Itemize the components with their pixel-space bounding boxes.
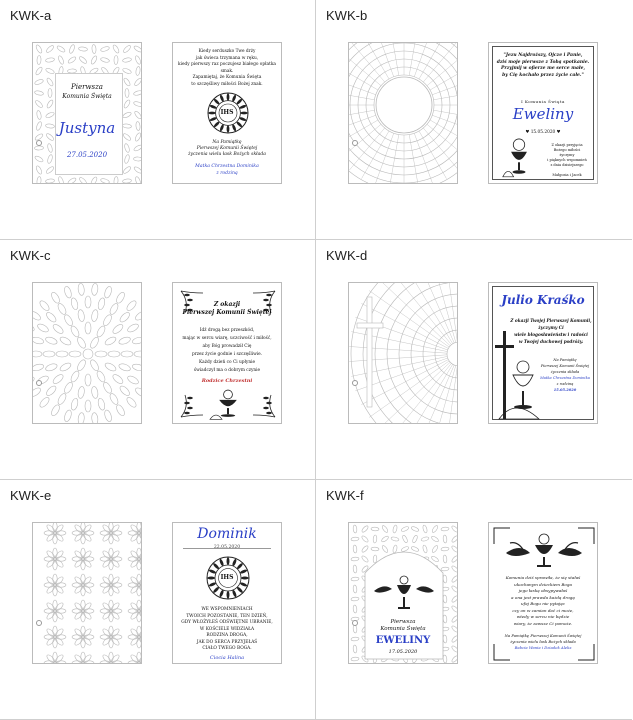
- cell-kwk-e: [0, 480, 316, 720]
- footer-line: życzenia składa: [550, 370, 580, 374]
- footer-line: Pierwszej Komunii Świętej: [540, 364, 590, 368]
- poem-line: GDY WŁOŻYŁEŚ ODŚWIĘTNE UBRANIE,: [181, 620, 273, 625]
- title-line: Pierwszej Komunii Świętej: [182, 309, 272, 316]
- quote-line: Przyjmij w ofierze me serce małe,: [500, 66, 586, 71]
- cell-label: KWK-b: [326, 8, 368, 23]
- poem-line: ufaj Bogu nie pytając: [521, 601, 565, 606]
- poem-line: wiele błogosławieństw i radości: [514, 332, 588, 337]
- cell-kwk-d: [316, 240, 632, 480]
- poem-line: Kiedy serduszko Twe drży: [198, 49, 256, 54]
- poem-line: Każdy dzień co Ci upłynie: [198, 360, 256, 365]
- quote-line: by Cię kochało przez życie całe.": [502, 72, 584, 78]
- cross-chalice-icon: [493, 331, 543, 423]
- chalice-icon: [208, 387, 248, 421]
- date: 15.05.2020: [553, 388, 577, 392]
- poem-line: życzymy Ci: [538, 325, 564, 330]
- front-line1: Pierwsza: [71, 83, 103, 91]
- sign-line: z rodziną: [216, 171, 238, 176]
- front-panel: [348, 522, 458, 664]
- poem-line: Z okazji Twojej Pierwszej Komunii,: [510, 318, 592, 323]
- sign: Rodzice Chrzestni: [201, 378, 253, 384]
- front-line1: Pierwsza: [390, 619, 416, 625]
- front-line2: Komunia Święta: [62, 93, 112, 100]
- poem-line: RODZINA DROGA,: [206, 633, 248, 638]
- poem-line: świadczył ma o dobrym czynie: [193, 368, 261, 373]
- flower-pattern: [33, 283, 142, 424]
- footer-line: Na Pamiątkę: [553, 358, 577, 362]
- front-date: 27.05.2020: [66, 151, 108, 159]
- name: Julio Kraśko: [501, 293, 585, 307]
- cell-label: KWK-d: [326, 248, 368, 263]
- footer-line: Pierwszej Komunii Świętej: [196, 146, 258, 151]
- footer-line: Na Pamiątkę: [212, 140, 242, 145]
- poem-line: przez życie godnie i szczęśliwie.: [191, 352, 263, 357]
- front-name: Justyna: [58, 119, 116, 137]
- daisy-pattern: [33, 523, 142, 664]
- front-line2: Komunia Święta: [380, 626, 426, 632]
- cell-label: KWK-c: [10, 248, 51, 263]
- cell-kwk-b: [316, 0, 632, 240]
- heart-icon: ♥: [555, 130, 561, 135]
- cell-kwk-a: [0, 0, 316, 240]
- poem-line: jak świeca trzymana w ręku,: [195, 55, 259, 61]
- poem-line: W KOŚCIELE WIDZIAŁA: [199, 626, 255, 632]
- poem-line: kiedy pierwszy raz poczujesz białego opłatka smak.: [178, 62, 276, 74]
- poem-line: Idź drogą bez przeszkód,: [199, 328, 255, 333]
- footer-line: życzenia wielu łask Bożych składa: [188, 152, 266, 157]
- heart-icon: ♥: [525, 130, 531, 135]
- poem-line: czy on w zamian dać ci może,: [512, 607, 574, 613]
- poem-line: Komunia dziś sprawiła, że się stałaś: [505, 575, 581, 580]
- poem-line: CIAŁO TWEGO BOGA.: [202, 646, 252, 651]
- sign: Ciocia Halina: [209, 655, 245, 661]
- quote-line: dziś moje pierwsze z Tobą spotkanie.: [496, 59, 590, 65]
- wish-line: życzymy: [559, 153, 575, 157]
- front-panel: [32, 282, 142, 424]
- emblem-text: IHS: [220, 109, 234, 116]
- mandala-pattern: [349, 43, 458, 184]
- title-line: Z okazji: [213, 301, 241, 308]
- date: 15.05.2020: [530, 130, 556, 135]
- back-panel: [488, 522, 598, 664]
- poem-line: TWOICH POZOSTANIE, TEN DZIEŃ,: [186, 613, 268, 619]
- sign: Babcia Wania i Dziadek Aleks: [514, 645, 572, 650]
- poem-line: Zapamiętaj, że Komunia Święta: [192, 75, 262, 80]
- mandala-cross-pattern: [349, 283, 458, 424]
- back-panel: [172, 42, 282, 184]
- cell-label: KWK-f: [326, 488, 364, 503]
- front-panel: [32, 42, 142, 184]
- cell-label: KWK-e: [10, 488, 52, 503]
- footer-line: Na Pamiątkę Pierwszej Komunii Świętej: [504, 633, 582, 638]
- poem-line: WE WSPOMNIENIACH: [201, 607, 253, 612]
- poem-line: to szczęśliwy miłości Bożej znak.: [191, 81, 263, 87]
- front-panel: [348, 282, 458, 424]
- front-panel: [348, 42, 458, 184]
- name: Dominik: [197, 526, 257, 542]
- wish-line: Z okazji przyjęcia: [551, 143, 583, 147]
- wish-line: i pięknych wspomnień: [547, 158, 587, 162]
- sign-line: Matka Chrzestna Dominika: [195, 164, 259, 169]
- chalice-doves-icon: [489, 529, 598, 573]
- poem-line: jego łaską obsypywałaś: [518, 588, 568, 593]
- wish-line: Bożego miłości: [553, 148, 581, 152]
- poem-line: ukochanym dzieckiem Boga: [514, 581, 572, 587]
- emblem-text: IHS: [220, 574, 234, 581]
- poem-line: a ona jest prawda każdą drogą: [511, 594, 575, 600]
- poem-line: aby Bóg prowadził Cię: [202, 344, 252, 349]
- name: Eweliny: [512, 105, 574, 123]
- poem-line: wiary, że zawsze Ci pomoże.: [513, 620, 573, 626]
- occasion: I Komunia Święta: [521, 99, 565, 104]
- poem-line: w Twojej duchowej podróży.: [518, 339, 584, 344]
- sign: Małgosia i Jacek: [552, 173, 582, 177]
- footer-line: życzenia wielu łask Bożych składa: [510, 639, 576, 644]
- cell-kwk-c: [0, 240, 316, 480]
- cell-label: KWK-a: [10, 8, 52, 23]
- back-panel: [488, 42, 598, 184]
- sign2: z rodziną: [556, 382, 574, 386]
- front-panel: [32, 522, 142, 664]
- poem-line: wtedy w sercu nie będzie: [516, 614, 570, 619]
- wish-line: z dnia dzisiejszego: [550, 163, 584, 167]
- front-name: EWELINY: [375, 635, 431, 646]
- poem-line: mając w sercu wiarę, uczciwość i miłość,: [182, 336, 272, 341]
- quote-line: "Jezu Najdroższy, Ojcze i Panie,: [503, 53, 583, 58]
- front-date: 17.05.2020: [388, 649, 418, 655]
- back-panel: [488, 282, 598, 424]
- back-panel: [172, 282, 282, 424]
- chalice-icon: [501, 135, 537, 179]
- poem-line: JAK DO SERCA PRZYJEŁAŚ: [196, 639, 258, 645]
- cell-kwk-f: [316, 480, 632, 720]
- sign: Matka Chrzestna Dominika: [540, 376, 590, 380]
- back-panel: [172, 522, 282, 664]
